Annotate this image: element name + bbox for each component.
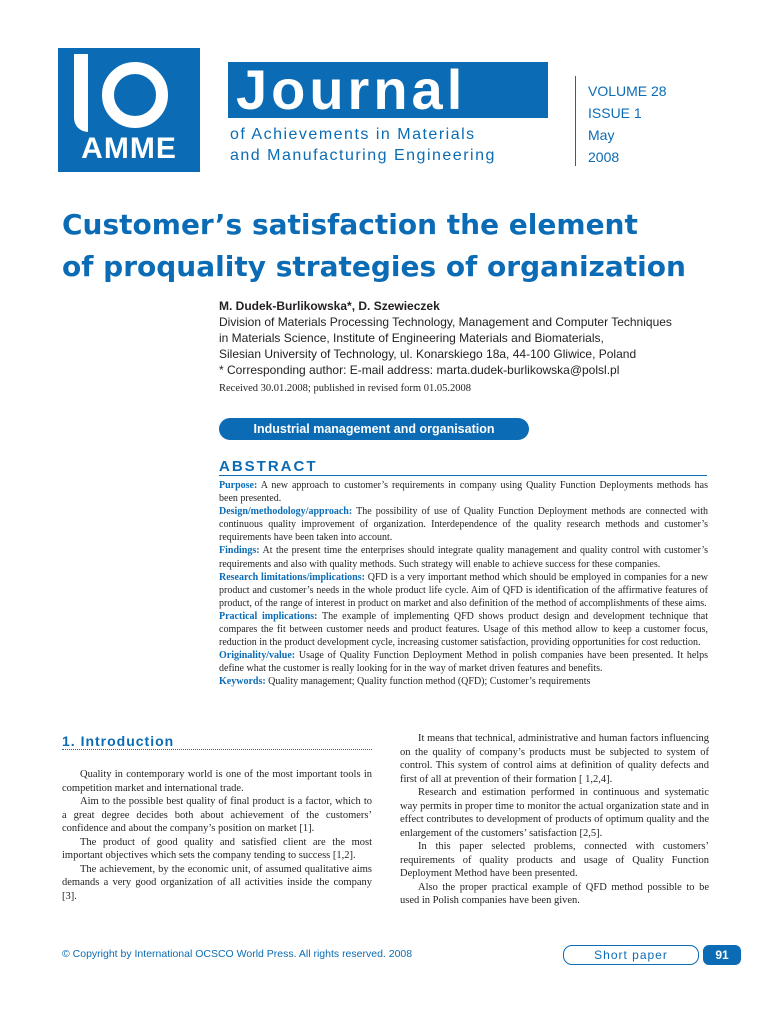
author-block bbox=[219, 298, 739, 378]
abstract-practical bbox=[219, 610, 708, 649]
author-names: M. Dudek-Burlikowska*, D. Szewieczek bbox=[219, 299, 440, 313]
logo-text: AMME bbox=[81, 132, 177, 165]
abstract-keywords bbox=[219, 675, 708, 688]
intro-paragraph: Quality in contemporary world is one of the most important tools in competition market and international trade. bbox=[62, 769, 372, 794]
month-label: May bbox=[588, 127, 615, 143]
journal-wordmark: Journal bbox=[228, 62, 548, 118]
paper-type-badge: Short paper bbox=[563, 945, 699, 965]
article-title bbox=[62, 204, 742, 288]
journal-subtitle bbox=[230, 124, 496, 166]
abstract-practical-label: Practical implications: bbox=[219, 610, 318, 622]
abstract-design-text: The possibility of use of Quality Function Deployment methods are connected with continuous quality improvement of organization. Interdependence of the quality research methods and customer’s requirements have been taken into account. bbox=[219, 506, 708, 544]
logo-j-shape bbox=[74, 54, 88, 132]
abstract-design-label: Design/methodology/approach: bbox=[219, 506, 353, 518]
abstract-research-text: QFD is a very important method which should be employed in companies for a new product and customer’s needs in the whole product life cycle. Aim of QFD is identification of the affirmative features of product, of the range of interest in product on market and also definition of the method of accomplishments of these aims. bbox=[219, 571, 709, 609]
intro-paragraph: The product of good quality and satisfied client are the most important objectives which sets the company tending to success [1,2]. bbox=[62, 836, 372, 861]
affiliation-line1: Division of Materials Processing Technology, Management and Computer Techniques bbox=[219, 315, 672, 329]
issue-label: ISSUE 1 bbox=[588, 105, 642, 121]
abstract-purpose-label: Purpose: bbox=[219, 480, 258, 491]
intro-heading: 1. Introduction bbox=[62, 733, 372, 750]
journal-header bbox=[0, 0, 770, 182]
logo-ring-shape bbox=[102, 62, 168, 128]
journal-logo bbox=[58, 48, 200, 172]
header-divider bbox=[575, 76, 576, 166]
intro-column-right bbox=[400, 732, 709, 908]
article-title-line1: Customer’s satisfaction the element bbox=[62, 208, 638, 241]
abstract-keywords-text: Quality management; Quality function method (QFD); Customer’s requirements bbox=[265, 676, 591, 688]
year-label: 2008 bbox=[588, 149, 620, 165]
intro-column-left bbox=[62, 768, 372, 903]
intro-paragraph: Research and estimation performed in continuous and systematic way permits in proper time to monitor the actual organization state and in effect contributes to development of products of optimum quality and the enlargement of the customers’ satisfaction [2,5]. bbox=[400, 787, 709, 839]
abstract-purpose bbox=[219, 479, 708, 505]
intro-paragraph: Aim to the possible best quality of final product is a factor, which to a great degree decides both about achievement of the customers’ confidence and about the company’s position on market [1]. bbox=[62, 796, 372, 834]
abstract-research bbox=[219, 571, 708, 610]
page-number: 91 bbox=[703, 945, 741, 965]
affiliation-line3: Silesian University of Technology, ul. Konarskiego 18a, 44-100 Gliwice, Poland bbox=[219, 347, 637, 361]
intro-paragraph: The achievement, by the economic unit, of assumed qualitative aims demands a very good organization of all activities inside the company [3]. bbox=[62, 863, 372, 902]
intro-paragraph: Also the proper practical example of QFD method possible to be used in Polish companies have been given. bbox=[400, 881, 709, 906]
section-badge: Industrial management and organisation bbox=[219, 418, 529, 440]
abstract-heading: ABSTRACT bbox=[219, 459, 707, 476]
affiliation-line2: in Materials Science, Institute of Engineering Materials and Biomaterials, bbox=[219, 331, 604, 345]
abstract-originality-text: Usage of Quality Function Deployment Method in polish companies have been presented. It helps define what the customer is really looking for in the way of market driven features and benefits. bbox=[219, 650, 708, 675]
abstract-originality bbox=[219, 649, 708, 675]
abstract-originality-label: Originality/value: bbox=[219, 650, 296, 662]
abstract-findings-label: Findings: bbox=[219, 545, 260, 557]
abstract-findings-text: At the present time the enterprises should integrate quality management and quality control with customer’s requirements and also with quality methods. Such strategy will enable to achieve success for these companies. bbox=[219, 545, 708, 570]
journal-subtitle-line2: and Manufacturing Engineering bbox=[230, 147, 496, 164]
abstract-findings bbox=[219, 544, 708, 570]
volume-label: VOLUME 28 bbox=[588, 83, 667, 99]
abstract-purpose-text: A new approach to customer’s requirements in company using Quality Function Deployments methods has been presented. bbox=[219, 480, 708, 505]
copyright-notice: © Copyright by International OCSCO World Press. All rights reserved. 2008 bbox=[62, 948, 413, 960]
intro-paragraph: It means that technical, administrative and human factors influencing on the quality of company’s products must be subjected to system of control. This system of control aims at definition of quality defects and first of all at prevention of their formation [ 1,2,4]. bbox=[400, 733, 709, 785]
issue-info bbox=[588, 80, 667, 168]
abstract-body bbox=[219, 479, 708, 689]
journal-subtitle-line1: of Achievements in Materials bbox=[230, 126, 476, 143]
abstract-keywords-label: Keywords: bbox=[219, 676, 266, 688]
abstract-design bbox=[219, 505, 708, 544]
corresponding-author: * Corresponding author: E-mail address: marta.dudek-burlikowska@polsl.pl bbox=[219, 363, 620, 377]
received-date: Received 30.01.2008; published in revised form 01.05.2008 bbox=[219, 383, 471, 394]
intro-paragraph: In this paper selected problems, connected with customers’ requirements of quality products and usage of Quality Function Deployment Method have been presented. bbox=[400, 841, 709, 879]
article-title-line2: of proquality strategies of organization bbox=[62, 250, 686, 283]
abstract-research-label: Research limitations/implications: bbox=[219, 571, 365, 583]
abstract-practical-text: The example of implementing QFD shows product design and development technique that compares the fit between customer needs and product features. Usage of this method allow to keep a customer focus, reduction in the product development cycle, increasing customer satisfaction, providing opportunities for cost reduction. bbox=[219, 610, 708, 649]
